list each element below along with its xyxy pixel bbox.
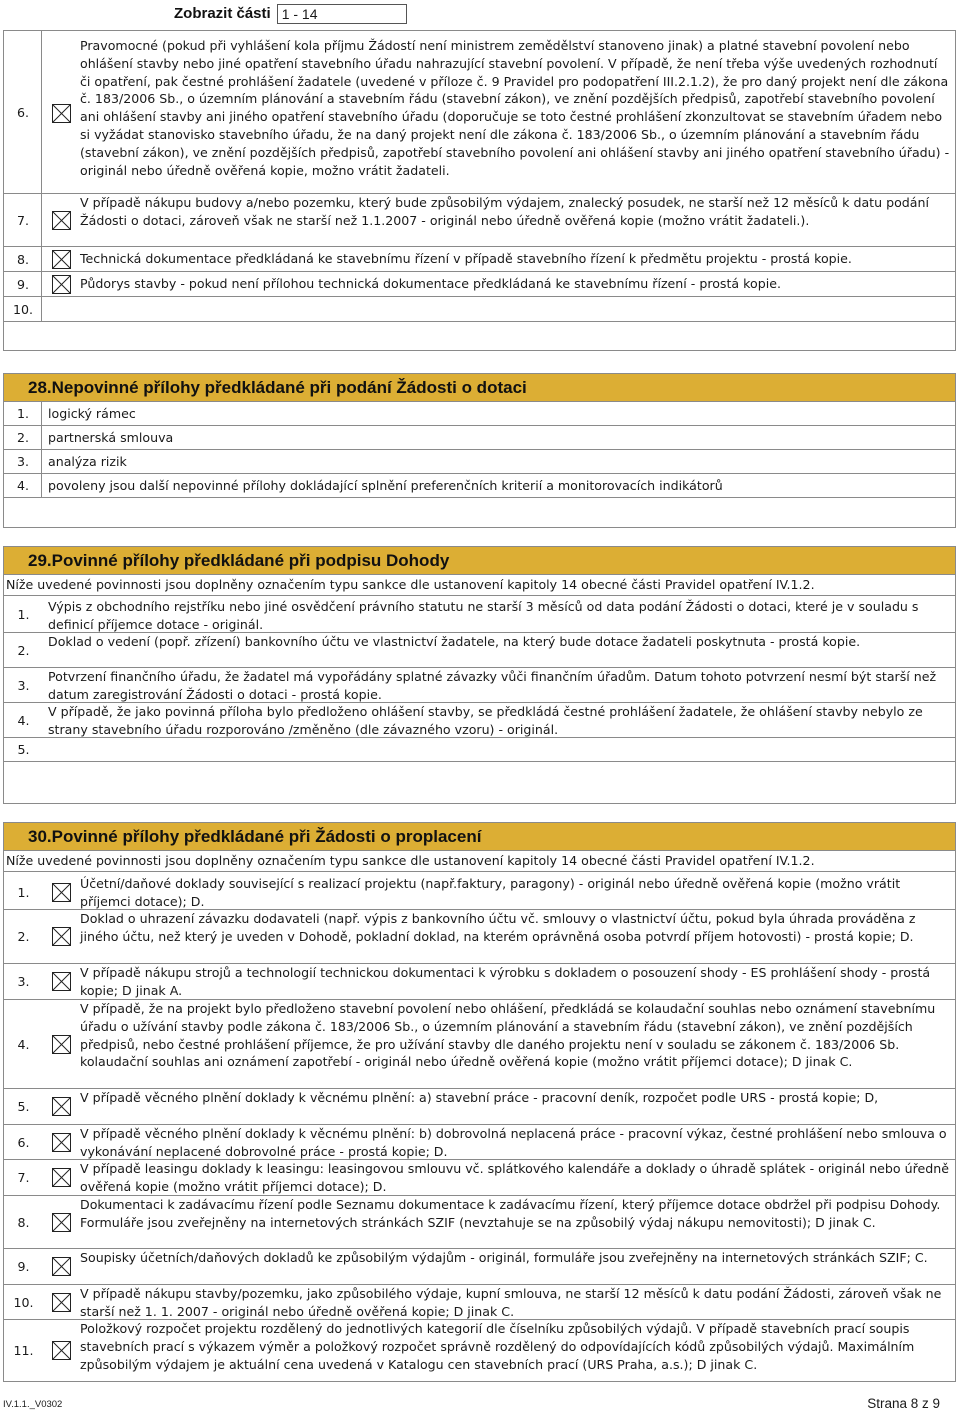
row-number: 1. — [5, 402, 42, 425]
section-intro: Níže uvedené povinnosti jsou doplněny označením typu sankce dle ustanovení kapitoly 14 obecné části Pravidel opatření IV.1.2. — [4, 575, 955, 596]
item-text: V případě věcného plnění doklady k věcnému plnění: b) dobrovolná neplacená práce - pracovní výkaz, čestné prohlášení nebo smlouva o vykonávání neplacené dobrovolné práce - prostá kopie; D. — [80, 1126, 947, 1159]
row-number: 10. — [13, 1294, 34, 1310]
row-number: 5. — [17, 1099, 30, 1114]
item-text: V případě, že na projekt bylo předloženo stavební povolení nebo ohlášení, předkládá se kolaudační souhlas nebo oznámení stavebnímu úřadu o užívání stavby podle zákona č. 183/2006 Sb., o územním plánování a stavebním řádu (stavební zákon), ve znění pozdějších předpisů, nebo čestné prohlášení příjemce, že pro užívání stavby dle daného projektu není v souladu se zákonem č. 183/2006 Sb. kolaudační souhlas ani oznámení zapotřebí - originál nebo úředně ověřená kopie (možno vrátit příjemci dotace); D jinak C. — [80, 1001, 936, 1070]
row-number: 1. — [17, 884, 30, 900]
checkbox-checked[interactable] — [52, 883, 71, 902]
list-item — [4, 964, 955, 1000]
parts-label: Zobrazit části — [174, 5, 271, 22]
checkbox-checked[interactable] — [52, 927, 71, 946]
section-28 — [3, 373, 956, 528]
row-number: 2. — [17, 929, 30, 944]
list-item — [4, 597, 955, 633]
row-number: 4. — [5, 474, 42, 497]
row-number: 11. — [13, 1343, 34, 1358]
row-number: 8. — [5, 247, 42, 271]
item-text: analýza rizik — [48, 454, 127, 469]
checkbox-checked[interactable] — [52, 1168, 71, 1187]
item-text: Doklad o uhrazení závazku dodavateli (např. výpis z bankovního účtu vč. smlouvy o vlastnictví účtu, pokud byla úhrada prováděna z jiného účtu, než který je uveden v Dohodě, pokladní doklad, na kterém oprávněná osoba potvrdí příjem hotovosti) - prostá kopie; D. — [80, 911, 916, 944]
item-text: partnerská smlouva — [48, 430, 174, 445]
section-intro: Níže uvedené povinnosti jsou doplněny označením typu sankce dle ustanovení kapitoly 14 obecné části Pravidel opatření IV.1.2. — [4, 851, 955, 872]
list-item — [4, 1125, 955, 1160]
item-text: Účetní/daňové doklady související s realizací projektu (např.faktury, paragony) - originál nebo úředně ověřená kopie (možno vrátit příjemci dotace); D. — [80, 876, 901, 909]
checkbox-checked[interactable] — [52, 211, 71, 230]
list-item — [4, 1320, 955, 1382]
row-number: 6. — [5, 31, 42, 193]
item-text: povoleny jsou další nepovinné přílohy dokládající splnění preferenčních kriterií a monitorovacích indikátorů — [48, 478, 723, 493]
list-item — [4, 1285, 955, 1320]
checkbox-checked[interactable] — [52, 1257, 71, 1276]
list-item — [4, 450, 955, 474]
checkbox-checked[interactable] — [52, 104, 71, 123]
row-number: 8. — [17, 1214, 30, 1230]
item-text: V případě nákupu stavby/pozemku, jako způsobilého výdaje, kupní smlouva, ne starší 12 měsíců k datu podání Žádosti, zároveň však ne starší než 1. 1. 2007 - originál nebo úředně ověřená kopie; D jinak C. — [80, 1286, 942, 1319]
row-number: 3. — [17, 974, 30, 989]
table-row — [4, 247, 955, 272]
list-item — [4, 1089, 955, 1125]
section-29 — [3, 546, 956, 804]
list-item — [4, 910, 955, 964]
list-item — [4, 402, 955, 426]
row-number: 10. — [5, 297, 42, 321]
row-number: 9. — [17, 1259, 30, 1274]
item-text: logický rámec — [48, 406, 136, 421]
row-number: 9. — [5, 272, 42, 296]
list-item — [4, 426, 955, 450]
checkbox-checked[interactable] — [52, 1097, 71, 1116]
item-text: Položkový rozpočet projektu rozdělený do jednotlivých kategorií dle číselníku způsobilých výdajů. V případě stavebních prací soupis stavebních prací s výkazem výměr a položkový rozpočet správně rozdělený do odpovídajících kódů způsobilých výdajů. Maximálním způsobilým výdajem je aktuální cena uvedená v Katalogu cen stavebních prací (URS Praha, a.s.); D jinak C. — [80, 1321, 915, 1372]
section-title: 29.Povinné přílohy předkládané při podpisu Dohody — [4, 547, 955, 575]
table-row — [4, 297, 955, 322]
attachment-text: Pravomocné (pokud při vyhlášení kola příjmu Žádostí není ministrem zemědělství stanoveno jinak) a platné stavební povolení nebo ohlášení stavby nebo jiné opatření stavebního úřadu nahrazující stavební povolení. V případě, že není třeba výše uvedených rozhodnutí či opatření, pak čestné prohlášení žadatele (uvedené v příloze č. 9 Pravidel pro podopatření III.2.1.2), že pro daný projekt není dle zákona č. 183/2006 Sb., o územním plánování a stavebním řádu (stavební zákon), ve znění pozdějších předpisů, zapotřebí stavebního povolení ani ohlášení stavby ani jiného opatření stavebního úřadu (doporučuje se toto čestné prohlášení zkonzultovat se stavebním úřadem nebo si vyžádat stanovisko stavebního úřadu, že na daný projekt není dle zákona č. 183/2006 Sb., o územním plánování a stavebním řádu (stavební zákon), ve znění pozdějších předpisů, zapotřebí stavebního povolení ani ohlášení stavby ani jiného opatření stavebního úřadu) - originál nebo úředně ověřená kopie, možno vrátit žadateli. — [80, 38, 950, 178]
checkbox-checked[interactable] — [52, 1035, 71, 1054]
checkbox-checked[interactable] — [52, 1133, 71, 1152]
page-number: Strana 8 z 9 — [867, 1396, 940, 1411]
checkbox-checked[interactable] — [52, 1293, 71, 1312]
item-text: V případě nákupu strojů a technologií technickou dokumentaci k výrobku s dokladem o posouzení shody - ES prohlášení shody - prostá kopie; D jinak A. — [80, 965, 931, 998]
item-text: Doklad o vedení (popř. zřízení) bankovního účtu ve vlastnictví žadatele, na který bude dotace žadateli poskytnuta - prostá kopie. — [48, 634, 861, 649]
item-text: Soupisky účetních/daňových dokladů ke způsobilým výdajům - originál, formuláře jsou zveřejněny na internetových stránkách SZIF; C. — [80, 1250, 928, 1265]
item-text: V případě leasingu doklady k leasingu: leasingovou smlouvu vč. splátkového kalendáře a doklady o úhradě splátek - originál nebo úředně ověřená kopie (možno vrátit příjemci dotace); D. — [80, 1161, 949, 1194]
row-number: 3. — [5, 450, 42, 473]
attachment-text: Technická dokumentace předkládaná ke stavebnímu řízení v případě stavebního řízení k předmětu projektu - prostá kopie. — [80, 251, 852, 266]
list-item — [4, 668, 955, 703]
list-item — [4, 1000, 955, 1089]
row-number: 2. — [17, 642, 30, 658]
attachment-text: Půdorys stavby - pokud není přílohou technická dokumentace předkládaná ke stavebnímu řízení - prostá kopie. — [80, 276, 781, 291]
row-number: 4. — [17, 712, 30, 728]
row-number: 2. — [5, 426, 42, 449]
row-number: 4. — [17, 1036, 30, 1052]
item-text: Potvrzení finančního úřadu, že žadatel má vypořádány splatné závazky vůči finančním úřadům. Datum tohoto potvrzení nesmí být starší než datum zaregistrování Žádosti o dotaci - prostá kopie. — [48, 669, 937, 702]
parts-value-field[interactable]: 1 - 14 — [277, 4, 407, 24]
list-item — [4, 633, 955, 668]
list-item — [4, 474, 955, 498]
section-title: 28.Nepovinné přílohy předkládané při podání Žádosti o dotaci — [4, 374, 955, 402]
list-item — [4, 703, 955, 738]
row-number: 3. — [17, 677, 30, 693]
item-text: Dokumentaci k zadávacímu řízení podle Seznamu dokumentace k zadávacímu řízení, který příjemce dotace obdržel při podpisu Dohody. Formuláře jsou zveřejněny na internetových stránkách SZIF (nevztahuje se na způsobilý výdaj nákupu nemovitosti); D jinak C. — [80, 1197, 941, 1230]
list-item — [4, 1160, 955, 1196]
item-text: V případě věcného plnění doklady k věcnému plnění: a) stavební práce - pracovní deník, rozpočet podle URS - prostá kopie; D, — [80, 1090, 879, 1105]
list-item — [4, 1196, 955, 1249]
list-item — [4, 875, 955, 910]
item-text: V případě, že jako povinná příloha bylo předloženo ohlášení stavby, se předkládá čestné prohlášení žadatele, že ohlášení stavby nebylo ze strany stavebního úřadu rozporováno /změněno (dle závazného vzoru) - originál. — [48, 704, 923, 737]
row-number: 7. — [17, 1170, 30, 1185]
item-text: Výpis z obchodního rejstříku nebo jiné osvědčení právního statutu ne starší 3 měsíců od data podání Žádosti o dotaci, které je v souladu s definicí příjemce dotace - originál. — [48, 599, 919, 632]
section-title: 30.Povinné přílohy předkládané při Žádosti o proplacení — [4, 823, 955, 851]
list-item — [4, 738, 955, 762]
attachment-text: V případě nákupu budovy a/nebo pozemku, který bude způsobilým výdajem, znalecký posudek, ne starší než 12 měsíců k datu podání Žádosti o dotaci, zároveň však ne starší než 1.1.2007 - originál nebo úředně ověřená kopie (možno vrátit žadateli.). — [80, 195, 929, 228]
prev-section-table — [3, 30, 956, 351]
section-30 — [3, 822, 956, 1382]
checkbox-checked[interactable] — [52, 1341, 71, 1360]
checkbox-checked[interactable] — [52, 275, 71, 294]
table-row — [4, 194, 955, 247]
list-item — [4, 1249, 955, 1285]
row-number: 5. — [17, 742, 30, 757]
row-number: 7. — [5, 194, 42, 246]
table-row — [4, 272, 955, 297]
checkbox-checked[interactable] — [52, 972, 71, 991]
table-row — [4, 31, 955, 194]
checkbox-checked[interactable] — [52, 1213, 71, 1232]
checkbox-checked[interactable] — [52, 250, 71, 269]
row-number: 1. — [17, 607, 30, 622]
document-code: IV.1.1._V0302 — [3, 1399, 63, 1410]
parts-display — [174, 2, 407, 25]
row-number: 6. — [17, 1134, 30, 1150]
